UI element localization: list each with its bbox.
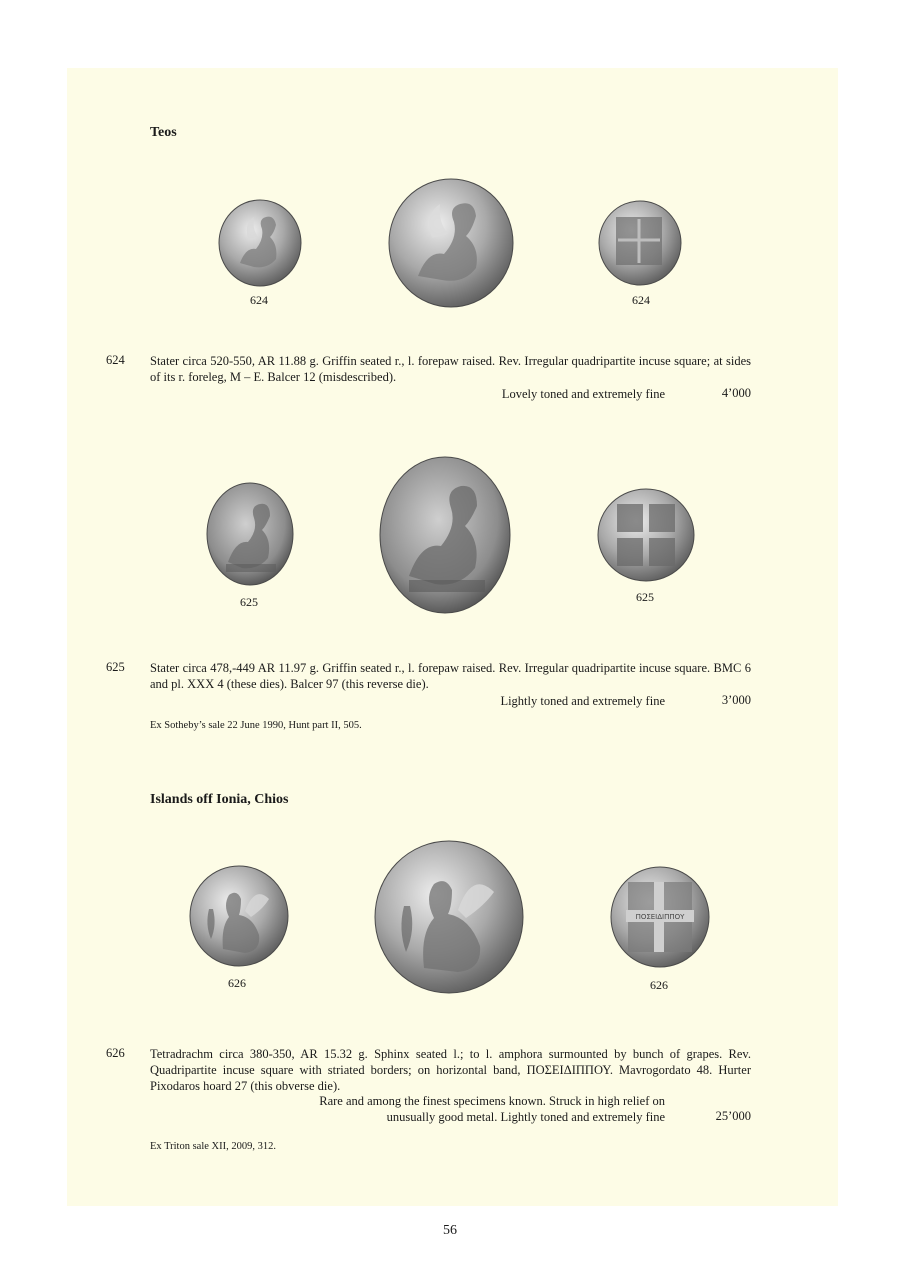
caption-626-obverse: 626 (228, 976, 246, 990)
griffin-obverse-icon (206, 482, 294, 586)
coin-625-obverse-enlarged (379, 456, 511, 614)
coin-626-obverse-enlarged (374, 840, 524, 994)
coin-625-obverse (206, 482, 294, 586)
griffin-obverse-icon (388, 178, 514, 308)
lot-condition-626-line1: Rare and among the finest specimens known. Struck in high relief on (319, 1094, 665, 1108)
lot-number-625: 625 (106, 660, 125, 674)
caption-626-reverse: 626 (650, 978, 668, 992)
caption-625-reverse: 625 (636, 590, 654, 604)
lot-price-626: 25’000 (715, 1109, 751, 1123)
lot-description-625: Stater circa 478,-449 AR 11.97 g. Griffin seated r., l. forepaw raised. Rev. Irregular quadripartite incuse square. BMC 6 and pl. XXX 4 (these dies). Balcer 97 (this reverse die). (150, 661, 751, 691)
quadripartite-reverse-icon (597, 488, 695, 582)
coin-624-reverse (598, 200, 682, 286)
lot-condition-624: Lovely toned and extremely fine (501, 387, 665, 401)
sphinx-obverse-icon (189, 865, 289, 967)
griffin-obverse-icon (218, 199, 302, 287)
lot-number-624: 624 (106, 353, 125, 367)
incuse-square-reverse-icon (598, 200, 682, 286)
lot-description-624: Stater circa 520-550, AR 11.88 g. Griffin seated r., l. forepaw raised. Rev. Irregular quadripartite incuse square; at sides of its r. foreleg, M – E. Balcer 12 (misdescribed). (150, 354, 751, 384)
lot-price-625: 3’000 (721, 693, 751, 707)
coin-624-obverse-enlarged (388, 178, 514, 308)
lot-provenance-625: Ex Sotheby’s sale 22 June 1990, Hunt part II, 505. (150, 720, 362, 731)
caption-625-obverse: 625 (240, 595, 258, 609)
section-heading-chios: Islands off Ionia, Chios (150, 792, 289, 807)
lot-provenance-626: Ex Triton sale XII, 2009, 312. (150, 1141, 276, 1152)
striated-square-reverse-icon (610, 866, 710, 968)
lot-number-626: 626 (106, 1046, 125, 1060)
lot-condition-625: Lightly toned and extremely fine (500, 694, 665, 708)
lot-description-626: Tetradrachm circa 380-350, AR 15.32 g. Sphinx seated l.; to l. amphora surmounted by bunch of grapes. Rev. Quadripartite incuse square with striated borders; on horizontal band, ΠΟΣΕΙΔΙΠΠΟΥ. Mavrogordato 48. Hurter Pixodaros hoard 27 (this obverse die). (150, 1047, 751, 1093)
lot-condition-626-line2: unusually good metal. Lightly toned and extremely fine (386, 1110, 665, 1124)
caption-624-reverse: 624 (632, 293, 650, 307)
page-number: 56 (443, 1223, 457, 1238)
sphinx-obverse-icon (374, 840, 524, 994)
svg-text:ΠΟΣΕΙΔΙΠΠΟΥ: ΠΟΣΕΙΔΙΠΠΟΥ (635, 913, 685, 921)
lot-price-624: 4’000 (721, 386, 751, 400)
coin-625-reverse (597, 488, 695, 582)
caption-624-obverse: 624 (250, 293, 268, 307)
coin-626-reverse (610, 866, 710, 968)
griffin-obverse-icon (379, 456, 511, 614)
section-heading-teos: Teos (150, 125, 177, 140)
coin-626-obverse (189, 865, 289, 967)
coin-624-obverse (218, 199, 302, 287)
